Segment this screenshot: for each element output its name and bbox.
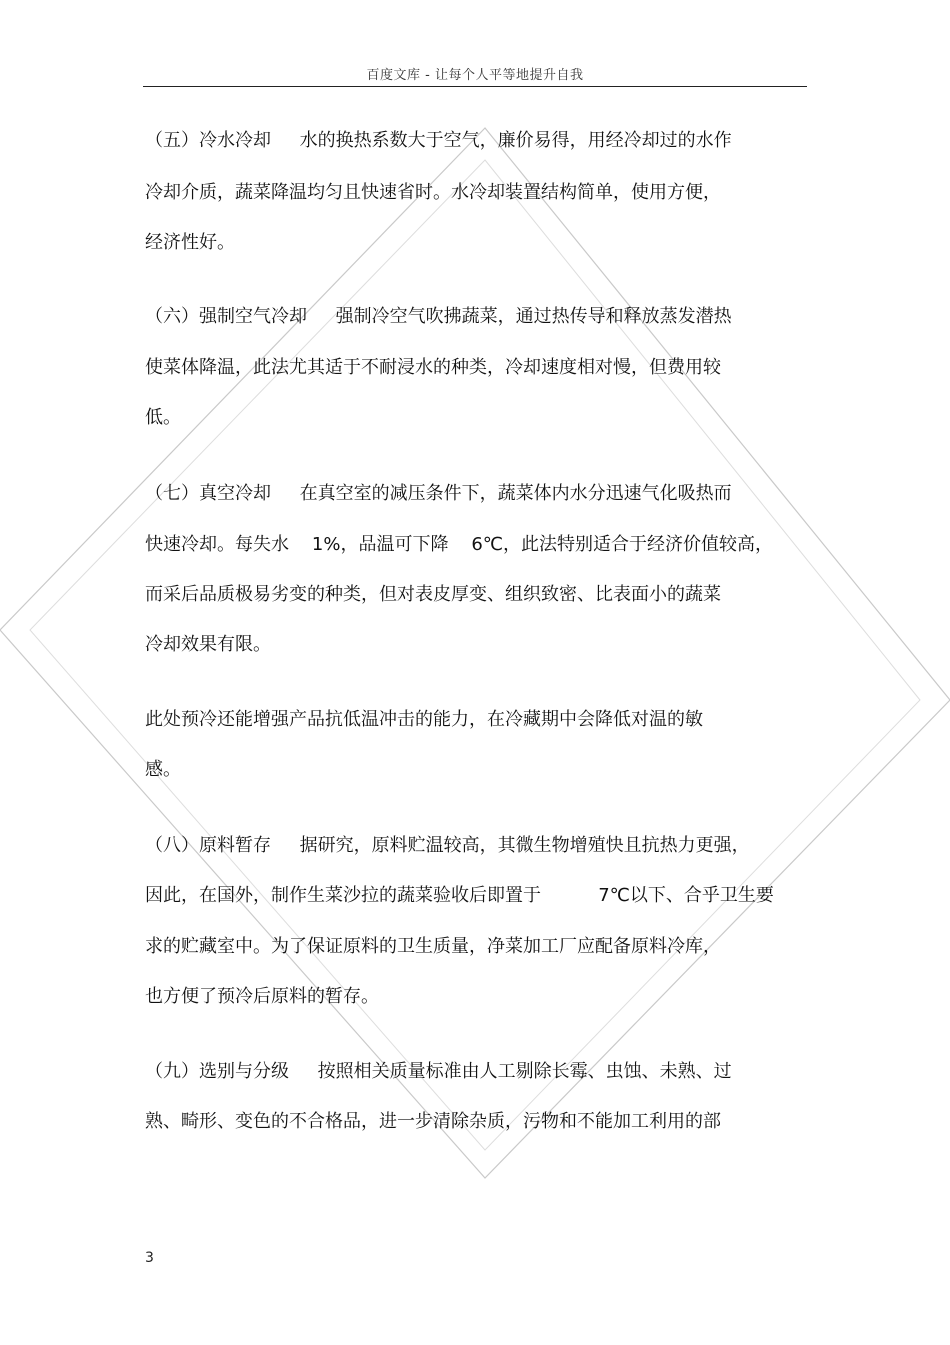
text-line: （六）强制空气冷却 强制冷空气吹拂蔬菜，通过热传导和释放蒸发潜热 <box>145 306 732 327</box>
page-number: 3 <box>145 1250 154 1266</box>
text-line: 也方便了预冷后原料的暂存。 <box>145 986 379 1007</box>
text-line: 使菜体降温，此法尤其适于不耐浸水的种类，冷却速度相对慢，但费用较 <box>145 357 721 378</box>
text-line: 熟、畸形、变色的不合格品，进一步清除杂质，污物和不能加工利用的部 <box>145 1111 721 1132</box>
text-line: 快速冷却。每失水 1%，品温可下降 6℃，此法特别适合于经济价值较高， <box>145 534 773 555</box>
text-line: 冷却效果有限。 <box>145 634 271 655</box>
text-line: 求的贮藏室中。为了保证原料的卫生质量，净菜加工厂应配备原料冷库， <box>145 936 721 957</box>
header-divider <box>143 86 807 87</box>
text-line: 此处预冷还能增强产品抗低温冲击的能力，在冷藏期中会降低对温的敏 <box>145 709 703 730</box>
text-line: 因此，在国外，制作生菜沙拉的蔬菜验收后即置于 7℃以下、合乎卫生要 <box>145 885 774 906</box>
text-line: 感。 <box>145 759 181 780</box>
text-line: 低。 <box>145 407 181 428</box>
text-line: 经济性好。 <box>145 232 235 253</box>
text-line: 而采后品质极易劣变的种类，但对表皮厚变、组织致密、比表面小的蔬菜 <box>145 584 721 605</box>
text-line: 冷却介质，蔬菜降温均匀且快速省时。水冷却装置结构简单，使用方便， <box>145 182 721 203</box>
text-line: （七）真空冷却 在真空室的减压条件下，蔬菜体内水分迅速气化吸热而 <box>145 483 732 504</box>
text-line: （八）原料暂存 据研究，原料贮温较高，其微生物增殖快且抗热力更强， <box>145 835 750 856</box>
page-header: 百度文库 - 让每个人平等地提升自我 <box>366 68 584 83</box>
text-line: （九）选别与分级 按照相关质量标准由人工剔除长霉、虫蚀、未熟、过 <box>145 1061 732 1082</box>
text-line: （五）冷水冷却 水的换热系数大于空气，廉价易得，用经冷却过的水作 <box>145 130 732 151</box>
